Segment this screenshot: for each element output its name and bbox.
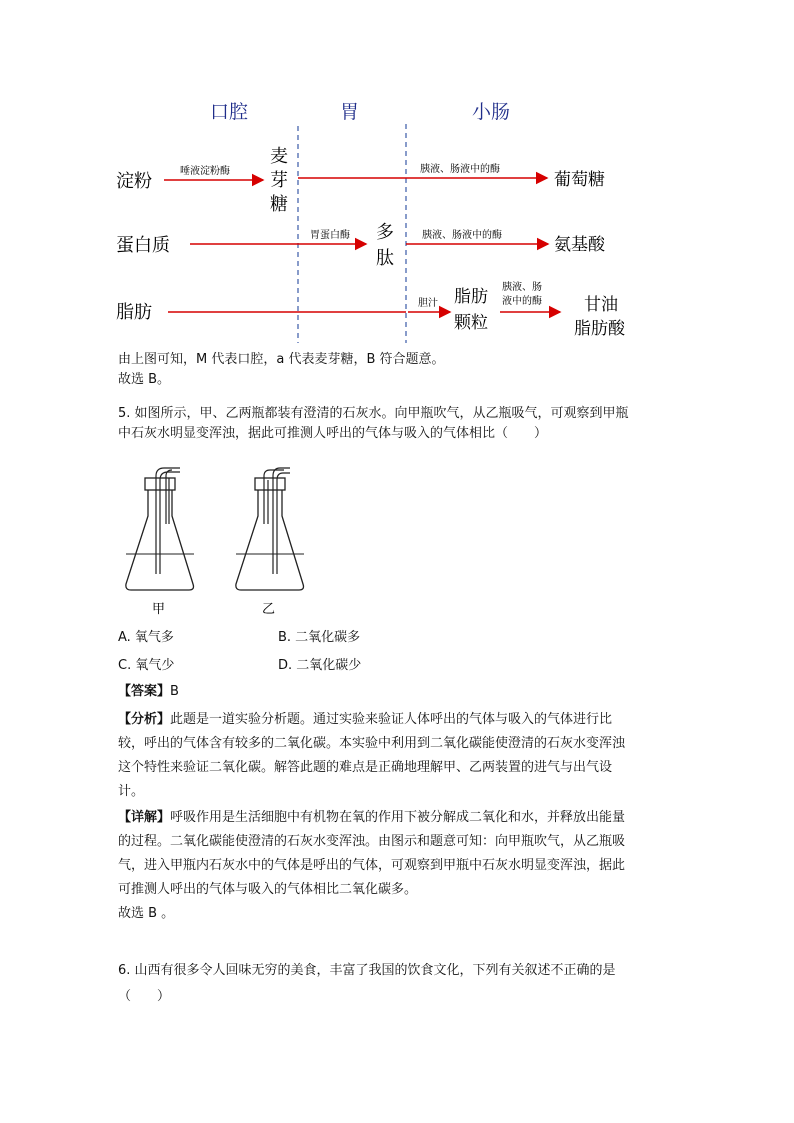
row1-mid-3: 糖 <box>270 194 288 215</box>
analysis-section <box>118 708 678 804</box>
question-6-line1: 6. 山西有很多令人回味无穷的美食，丰富了我国的饮食文化，下列有关叙述不正确的是 <box>118 963 616 978</box>
question-5 <box>118 404 678 444</box>
row3-end-1: 甘油 <box>584 295 618 315</box>
row1-end: 葡萄糖 <box>554 170 605 190</box>
row3-enzyme1: 胆汁 <box>418 298 438 309</box>
row2-start: 蛋白质 <box>116 235 170 256</box>
question-5-line1: 5. 如图所示，甲、乙两瓶都装有澄清的石灰水。向甲瓶吹气，从乙瓶吸气，可观察到甲瓶 <box>118 406 629 421</box>
question-6-line2: （ ） <box>118 989 171 1004</box>
region-small-intestine: 小肠 <box>472 101 511 123</box>
answer-value: B <box>170 684 179 699</box>
digestion-diagram <box>110 88 670 348</box>
row3-end-2: 脂肪酸 <box>574 319 625 339</box>
option-a: A. 氧气多 <box>118 630 174 645</box>
row1-mid-1: 麦 <box>270 146 288 167</box>
flask-b-label: 乙 <box>262 602 276 617</box>
analysis-line-2: 较，呼出的气体含有较多的二氧化碳。本实验中利用到二氧化碳能使澄清的石灰水变浑浊 <box>118 736 626 751</box>
row1-enzyme1: 唾液淀粉酶 <box>180 166 230 177</box>
flask-a <box>126 468 194 590</box>
row1-enzyme2: 胰液、肠液中的酶 <box>420 164 500 175</box>
analysis-text-1: 此题是一道实验分析题。通过实验来验证人体呼出的气体与吸入的气体进行比 <box>170 712 613 727</box>
row1-start: 淀粉 <box>116 171 152 192</box>
choice-line: 故选 B。 <box>118 372 171 387</box>
detail-line-1 <box>118 806 678 830</box>
answer-section <box>118 680 678 704</box>
row1-mid-2: 芽 <box>270 170 288 191</box>
row3-enzyme2-line1: 胰液、肠 <box>502 282 542 293</box>
option-c: C. 氧气少 <box>118 658 175 673</box>
detail-choice-line: 故选 B 。 <box>118 906 175 921</box>
row3-mid-2: 颗粒 <box>454 313 488 333</box>
row2-enzyme1: 胃蛋白酶 <box>310 230 350 241</box>
answer-options <box>118 624 538 680</box>
analysis-line-1 <box>118 708 678 732</box>
row2-mid-1: 多 <box>376 222 394 243</box>
flask-a-label: 甲 <box>152 602 166 617</box>
answer-label: 【答案】 <box>118 684 171 699</box>
question-5-line2: 中石灰水明显变浑浊，据此可推测人呼出的气体与吸入的气体相比（ ） <box>118 426 548 441</box>
question-6 <box>118 958 678 1010</box>
analysis-line-4: 计。 <box>118 784 145 799</box>
region-stomach: 胃 <box>340 101 360 123</box>
detail-line-4: 可推测人呼出的气体与吸入的气体相比二氧化碳多。 <box>118 882 418 897</box>
option-b: B. 二氧化碳多 <box>278 630 361 645</box>
answer-line <box>118 680 678 704</box>
region-mouth: 口腔 <box>210 101 249 123</box>
row2-end: 氨基酸 <box>554 235 605 255</box>
detail-text-1: 呼吸作用是生活细胞中有机物在氧的作用下被分解成二氧化和水，并释放出能量 <box>170 810 626 825</box>
row2-enzyme2: 胰液、肠液中的酶 <box>422 230 502 241</box>
row3-mid-1: 脂肪 <box>454 287 488 307</box>
detail-section <box>118 806 678 926</box>
explanation-paragraph <box>118 350 678 390</box>
row3-enzyme2-line2: 液中的酶 <box>502 296 542 307</box>
conclusion-line: 由上图可知，M 代表口腔，a 代表麦芽糖，B 符合题意。 <box>118 352 445 367</box>
detail-line-2: 的过程。二氧化碳能使澄清的石灰水变浑浊。由图示和题意可知：向甲瓶吹气，从乙瓶吸 <box>118 834 626 849</box>
flask-illustration <box>118 462 318 622</box>
detail-label: 【详解】 <box>118 810 171 825</box>
option-d: D. 二氧化碳少 <box>278 658 362 673</box>
detail-line-3: 气，进入甲瓶内石灰水中的气体是呼出的气体，可观察到甲瓶中石灰水明显变浑浊，据此 <box>118 858 626 873</box>
row2-mid-2: 肽 <box>376 248 394 269</box>
analysis-line-3: 这个特性来验证二氧化碳。解答此题的难点是正确地理解甲、乙两装置的进气与出气设 <box>118 760 613 775</box>
flask-b <box>236 468 304 590</box>
row3-start: 脂肪 <box>116 302 152 323</box>
analysis-label: 【分析】 <box>118 712 171 727</box>
